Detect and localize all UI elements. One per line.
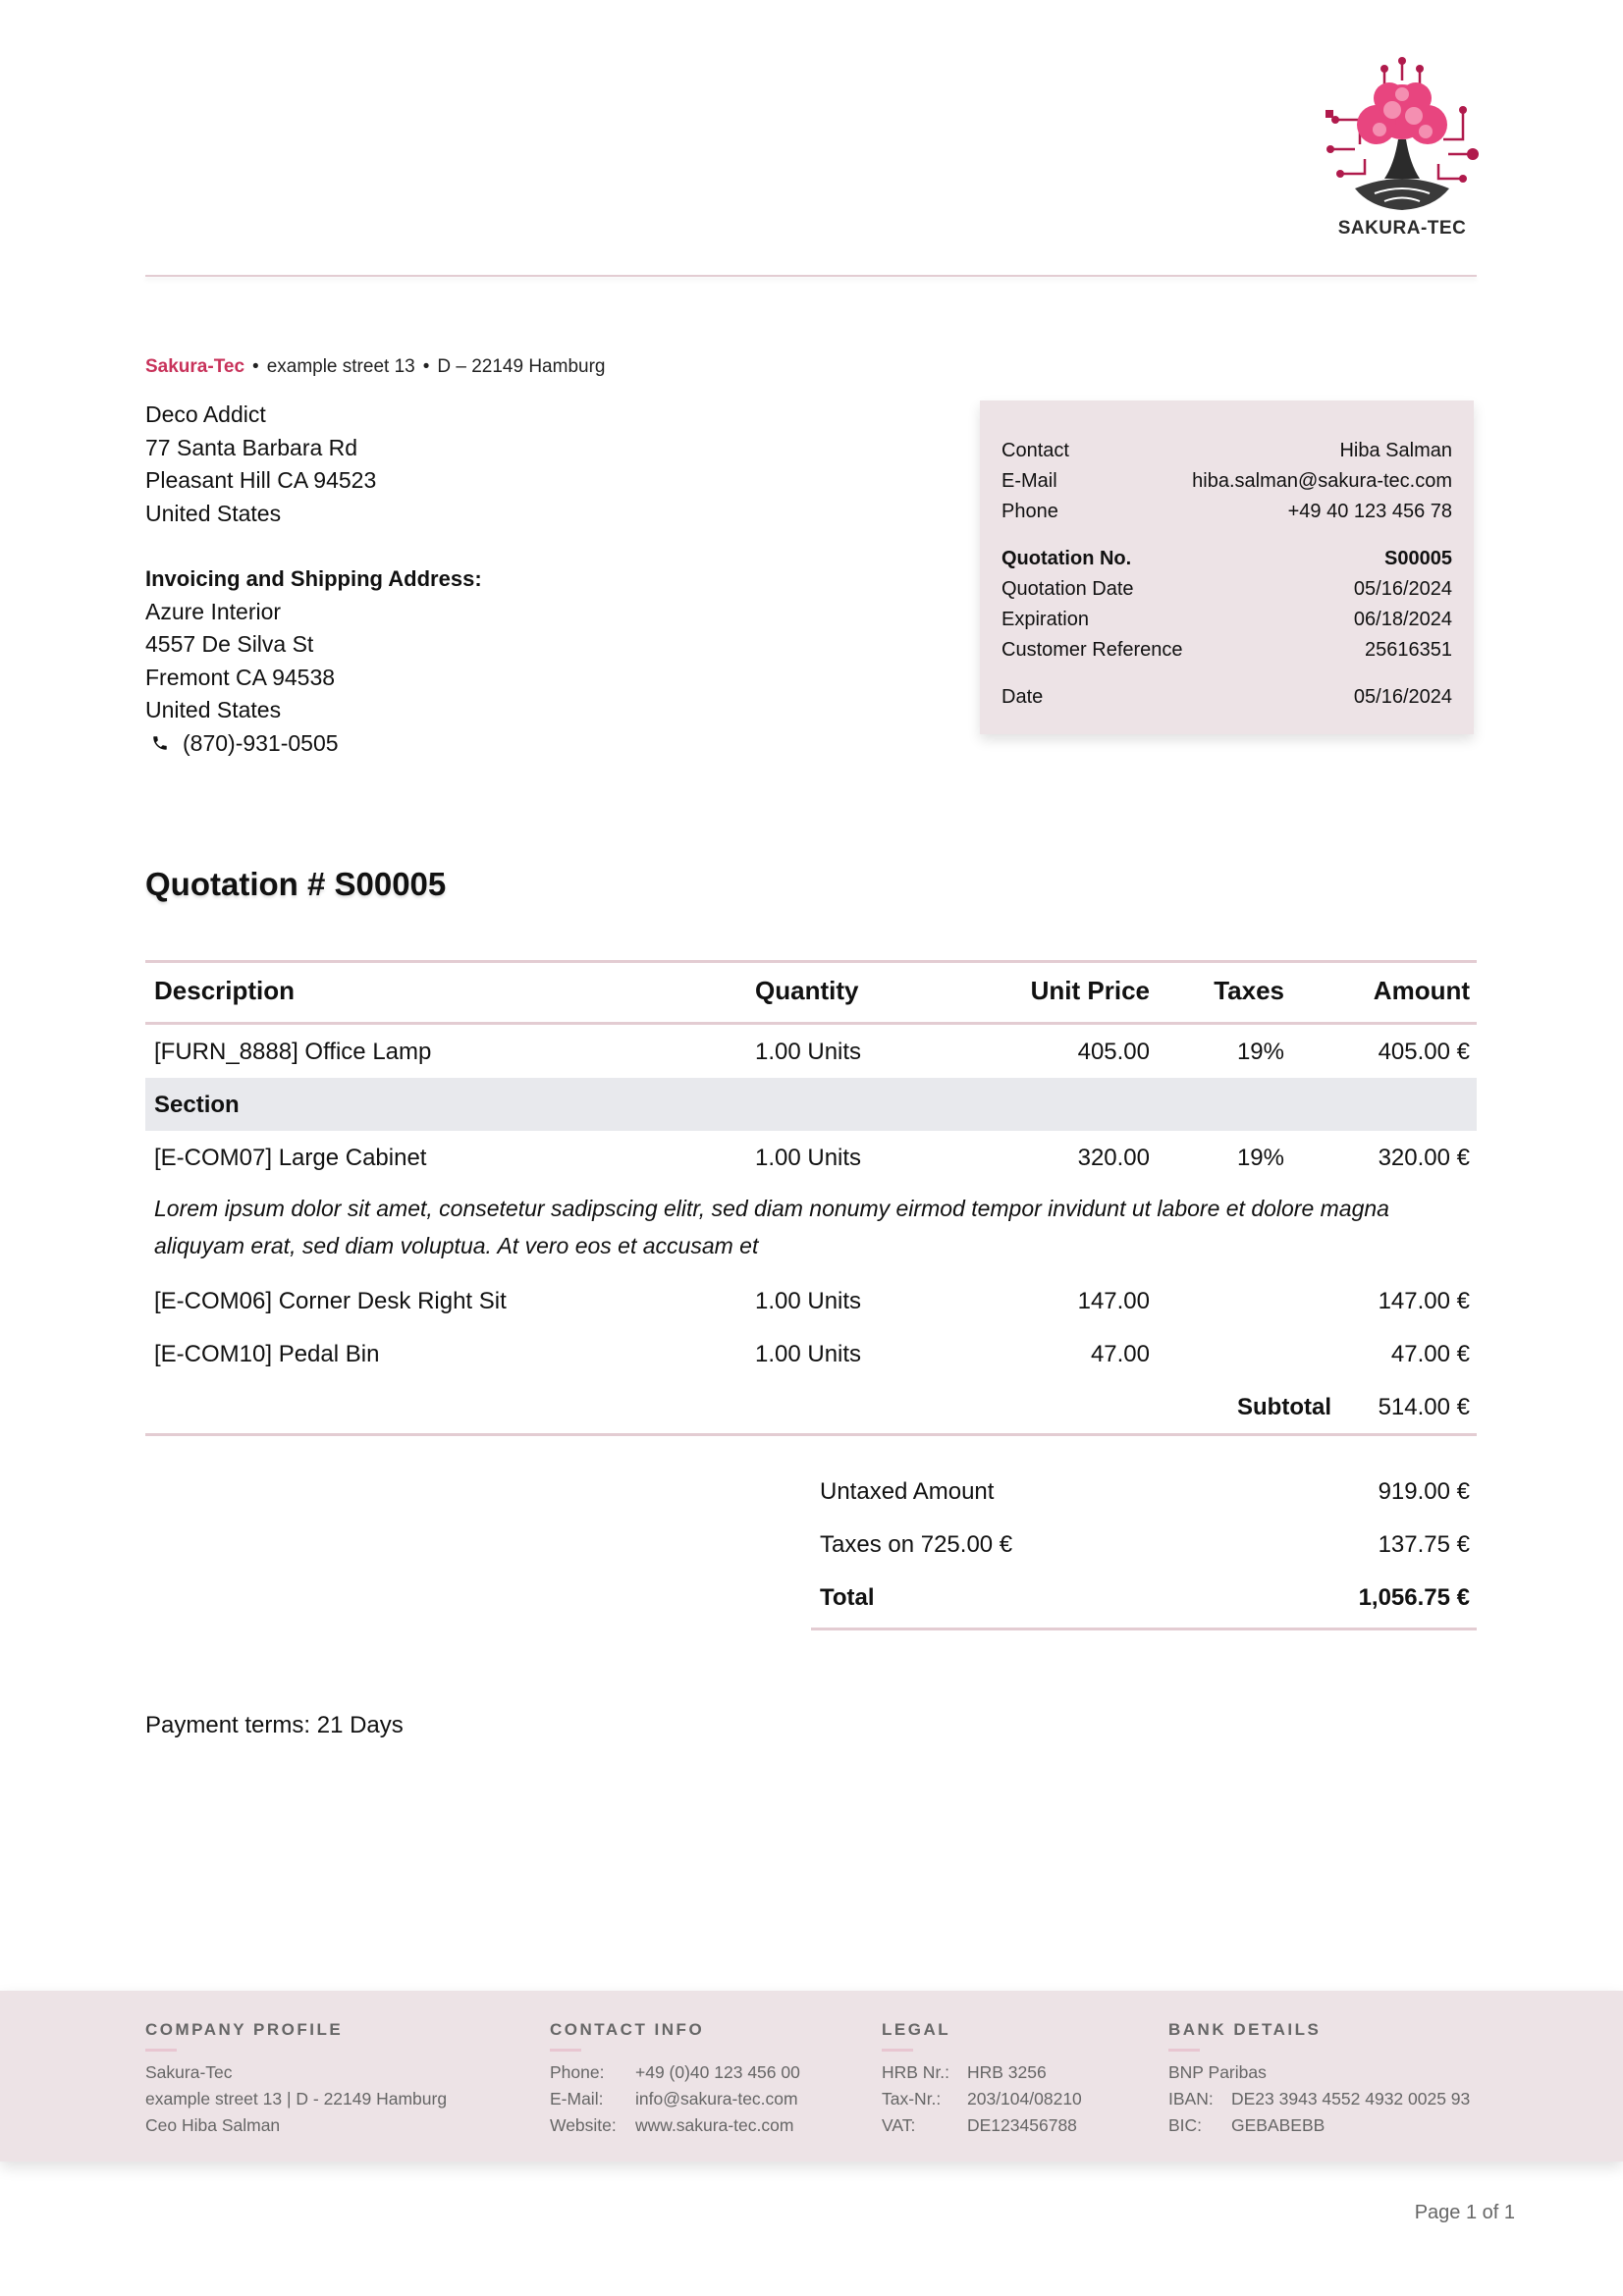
quotation-info-box: [980, 400, 1474, 734]
info-quotation-date: Quotation Date 05/16/2024: [1001, 578, 1452, 600]
customer-country: United States: [145, 500, 282, 526]
totals-block: [811, 1468, 1477, 1630]
table-row: [E-COM10] Pedal Bin 1.00 Units 47.00 47.00 €: [154, 1341, 1470, 1367]
shipping-street: 4557 De Silva St: [145, 631, 314, 657]
table-row: [FURN_8888] Office Lamp 1.00 Units 405.00 19% 405.00 €: [154, 1039, 1470, 1065]
company-logo: [1316, 51, 1488, 247]
info-expiration: Expiration 06/18/2024: [1001, 609, 1452, 630]
total-row: Total 1,056.75 €: [811, 1575, 1477, 1630]
logo-text: SAKURA-TEC: [1337, 218, 1467, 239]
table-row: [E-COM06] Corner Desk Right Sit 1.00 Units 147.00 147.00 €: [154, 1288, 1470, 1314]
shipping-name: Azure Interior: [145, 598, 282, 624]
footer-contact: CONTACT INFO Phone: +49 (0)40 123 456 00 E-Mail: info@sakura-tec.com Website: www.sakura-tec.com: [550, 2020, 800, 2135]
table-row: [E-COM07] Large Cabinet 1.00 Units 320.00 19% 320.00 €: [154, 1145, 1470, 1171]
shipping-country: United States: [145, 697, 282, 722]
shipping-heading: Invoicing and Shipping Address:: [145, 566, 482, 591]
col-quantity: Quantity: [755, 976, 859, 1005]
sender-address-line: Sakura-Tec • example street 13 • D – 22149 Hamburg: [145, 356, 606, 377]
info-contact: Contact Hiba Salman: [1001, 440, 1452, 461]
note-row: Lorem ipsum dolor sit amet, consetetur sadipscing elitr, sed diam nonumy eirmod tempor invidunt ut labore et dolore magna aliquyam erat, sed diam voluptua. At vero eos et accusam et: [154, 1196, 1389, 1258]
shipping-phone: [145, 727, 482, 761]
customer-address-block: [145, 399, 482, 760]
customer-name: Deco Addict: [145, 401, 266, 427]
page-number: Page 1 of 1: [1414, 2202, 1515, 2223]
header-divider: [145, 275, 1477, 277]
footer-bank: BANK DETAILS BNP Paribas IBAN: DE23 3943 4552 4932 0025 93 BIC: GEBABEBB: [1168, 2020, 1471, 2135]
footer-company: COMPANY PROFILE Sakura-Tec example street 13 | D - 22149 Hamburg Ceo Hiba Salman: [145, 2020, 448, 2135]
customer-city: Pleasant Hill CA 94523: [145, 467, 377, 493]
info-date: Date 05/16/2024: [1001, 686, 1452, 708]
line-items-table: [145, 960, 1477, 1436]
customer-street: 77 Santa Barbara Rd: [145, 434, 358, 460]
sender-brand: Sakura-Tec: [145, 356, 245, 377]
table-header: [145, 960, 1477, 1025]
sakura-tree-logo-icon: [1316, 51, 1488, 224]
section-row: Section: [145, 1078, 1477, 1131]
shipping-city: Fremont CA 94538: [145, 664, 336, 690]
phone-number: (870)-931-0505: [183, 729, 339, 756]
subtotal-row: [145, 1380, 1477, 1436]
footer-legal: LEGAL HRB Nr.: HRB 3256 Tax-Nr.: 203/104/08210 VAT: DE123456788: [882, 2020, 1082, 2135]
payment-terms: Payment terms: 21 Days: [145, 1712, 404, 1738]
info-email: E-Mail hiba.salman@sakura-tec.com: [1001, 470, 1452, 492]
sender-city: D – 22149 Hamburg: [437, 356, 606, 377]
col-amount: Amount: [1373, 976, 1470, 1005]
info-phone: Phone +49 40 123 456 78: [1001, 501, 1452, 522]
col-taxes: Taxes: [1214, 976, 1284, 1005]
col-unit-price: Unit Price: [1030, 976, 1150, 1005]
phone-icon: [151, 734, 169, 752]
untaxed-row: Untaxed Amount 919.00 €: [820, 1478, 1470, 1505]
page-title: Quotation # S00005: [145, 866, 447, 902]
subtotal-value: 514.00 €: [1378, 1394, 1470, 1420]
taxes-row: Taxes on 725.00 € 137.75 €: [820, 1531, 1470, 1558]
info-customer-reference: Customer Reference 25616351: [1001, 639, 1452, 661]
subtotal-label: Subtotal: [1237, 1394, 1331, 1420]
col-description: Description: [154, 976, 296, 1005]
sender-street: example street 13: [266, 356, 415, 377]
footer: [0, 1991, 1623, 2162]
info-quotation-no: Quotation No. S00005: [1001, 548, 1452, 569]
